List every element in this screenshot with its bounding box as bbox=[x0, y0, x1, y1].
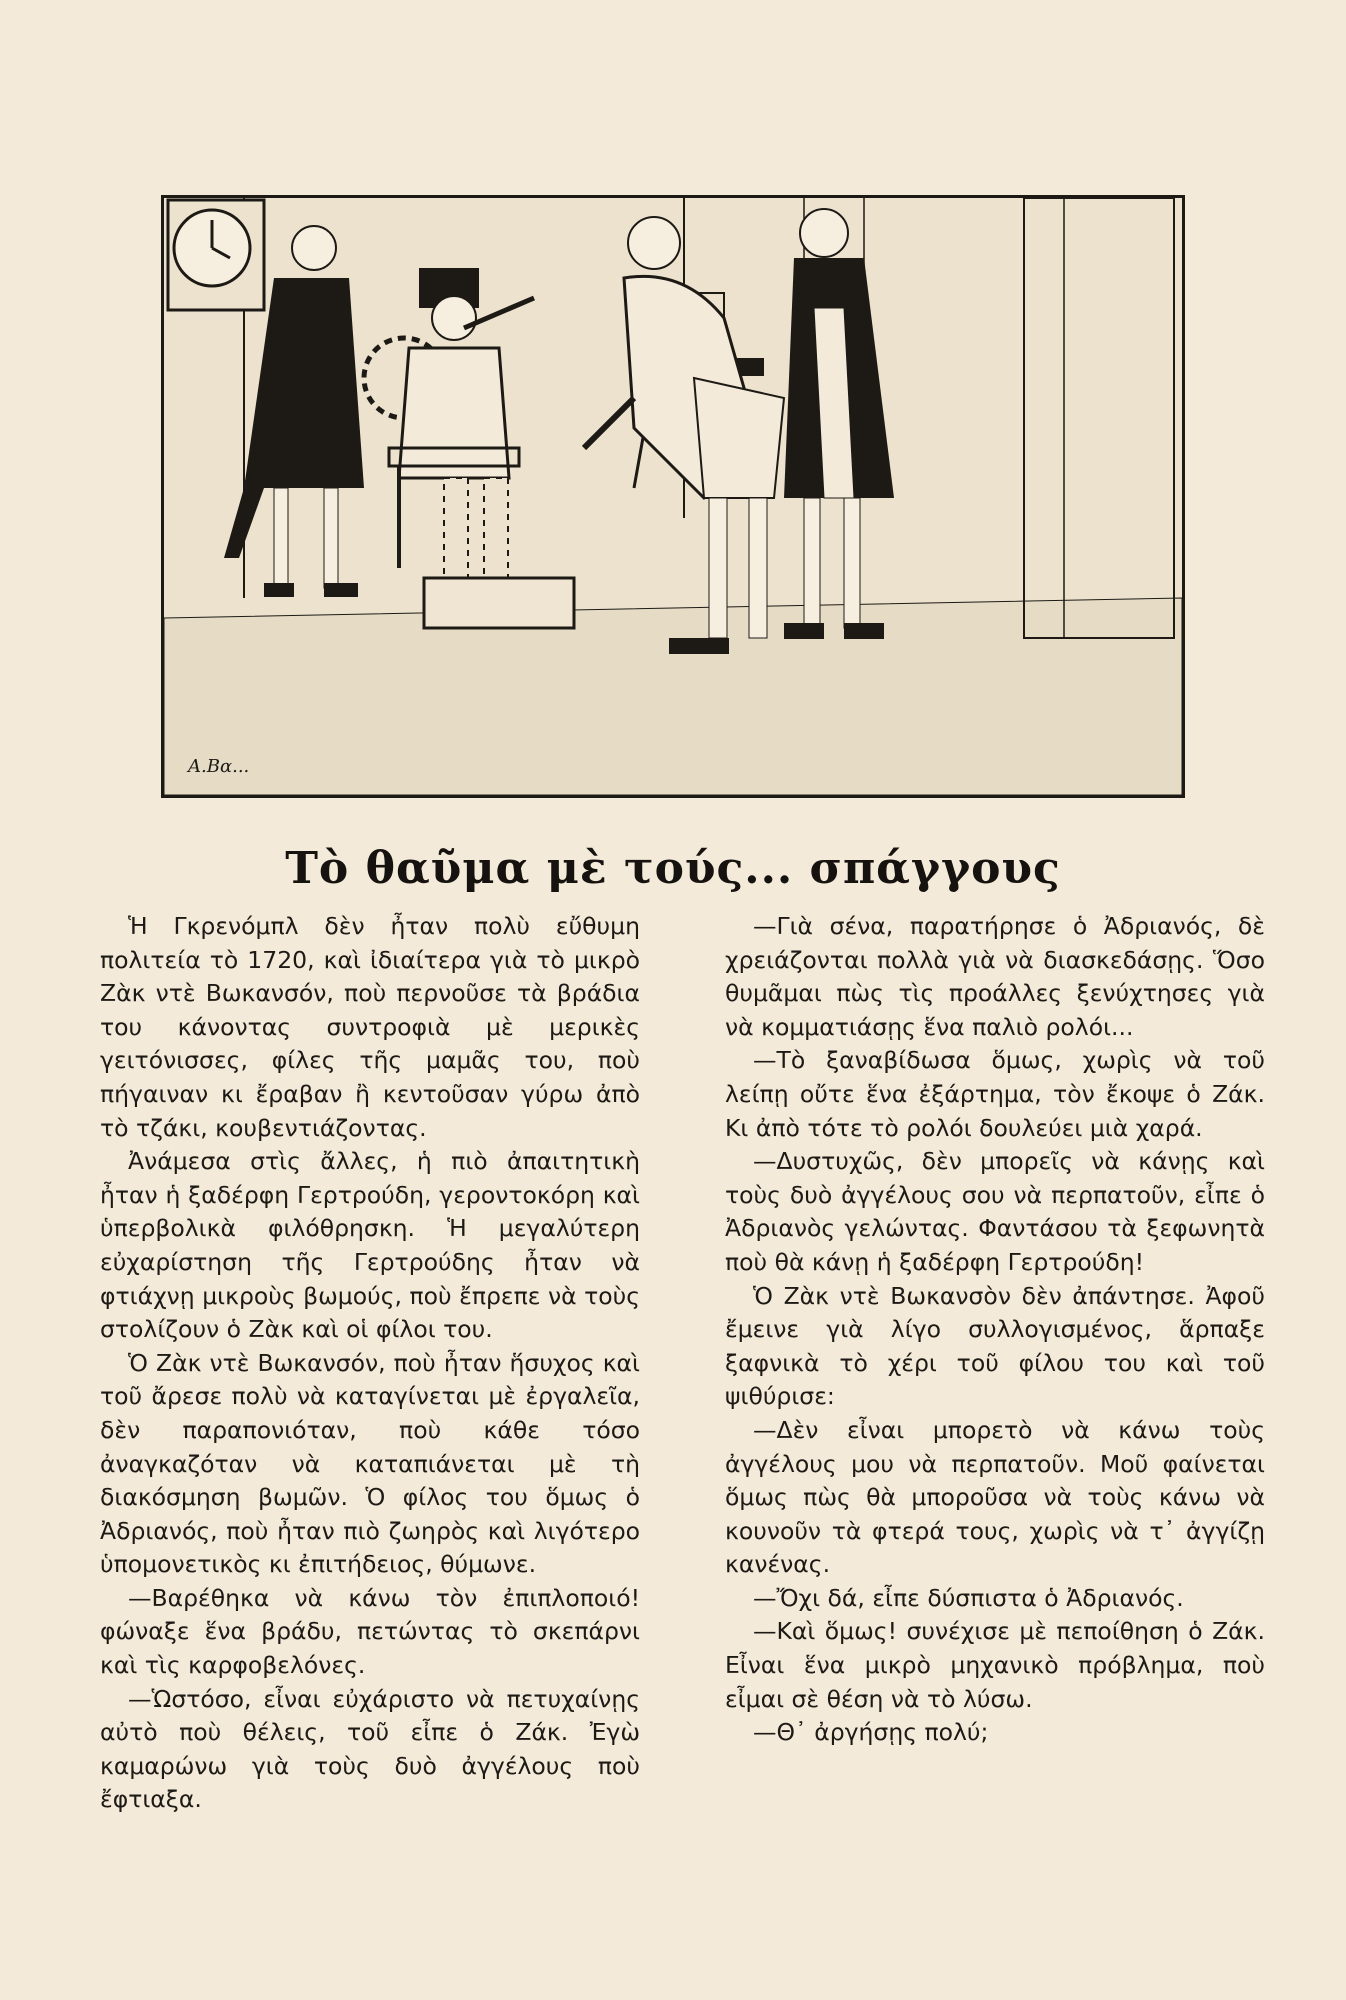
paragraph: —Τὸ ξαναβίδωσα ὅμως, χωρὶς νὰ τοῦ λείπῃ οὔτε ἕνα ἐξάρτημα, τὸν ἔκοψε ὁ Ζάκ. Κι ἀπὸ τότε τὸ ρολόι δουλεύει μιὰ χαρά. bbox=[725, 1046, 1265, 1142]
paragraph: Ἀνάμεσα στὶς ἄλλες, ἡ πιὸ ἀπαιτητικὴ ἦταν ἡ ξαδέρφη Γερτρούδη, γεροντοκόρη καὶ ὑπερβολικὰ φιλόθρησκη. Ἡ μεγαλύτερη εὐχαρίστηση τῆς Γερτρούδης ἦταν νὰ φτιάχνῃ μικροὺς βωμούς, ποὺ ἔπρεπε νὰ τοὺς στολίζουν ὁ Ζὰκ καὶ οἱ φίλοι του. bbox=[100, 1147, 640, 1344]
paragraph: Ὁ Ζὰκ ντὲ Βωκανσὸν δὲν ἀπάντησε. Ἀφοῦ ἔμεινε γιὰ λίγο συλλογισμένος, ἅρπαξε ξαφνικὰ τὸ χέρι τοῦ φίλου του καὶ τοῦ ψιθύρισε: bbox=[725, 1281, 1265, 1411]
paragraph: —Ὄχι δά, εἶπε δύσπιστα ὁ Ἀδριανός. bbox=[753, 1583, 1184, 1612]
illustration-drawing bbox=[164, 198, 1182, 795]
paragraph: —Ὡστόσο, εἶναι εὐχάριστο νὰ πετυχαίνῃς αὐτὸ ποὺ θέλεις, τοῦ εἶπε ὁ Ζάκ. Ἐγὼ καμαρώνω γιὰ τοὺς δυὸ ἀγγέλους ποὺ ἔφτιαξα. bbox=[100, 1684, 640, 1814]
paragraph: —Καὶ ὅμως! συνέχισε μὲ πεποίθηση ὁ Ζάκ. Εἶναι ἕνα μικρὸ μηχανικὸ πρόβλημα, ποὺ εἶμαι σὲ θέση νὰ τὸ λύσω. bbox=[725, 1617, 1265, 1713]
wall-clock-icon bbox=[168, 200, 264, 310]
text-column-left bbox=[100, 910, 640, 1910]
paragraph: —Δὲν εἶναι μπορετὸ νὰ κάνω τοὺς ἀγγέλους μου νὰ περπατοῦν. Μοῦ φαίνεται ὅμως πὼς θὰ μποροῦσα νὰ τοὺς κάνω νὰ κουνοῦν τὰ φτερά τους, χωρὶς νὰ τ᾿ ἀγγίζῃ κανένας. bbox=[725, 1415, 1265, 1579]
paragraph: —Βαρέθηκα νὰ κάνω τὸν ἐπιπλοποιό! φώναξε ἕνα βράδυ, πετώντας τὸ σκεπάρνι καὶ τὶς καρφοβελόνες. bbox=[100, 1583, 640, 1680]
paragraph: —Γιὰ σένα, παρατήρησε ὁ Ἀδριανός, δὲ χρειάζονται πολλὰ γιὰ νὰ διασκεδάσῃς. Ὅσο θυμᾶμαι πὼς τὶς προάλλες ξενύχτησες γιὰ νὰ κομματιάσῃς ἕνα παλιὸ ρολόι... bbox=[725, 912, 1265, 1041]
paragraph: Ὁ Ζὰκ ντὲ Βωκανσόν, ποὺ ἦταν ἥσυχος καὶ τοῦ ἄρεσε πολὺ νὰ καταγίνεται μὲ ἐργαλεῖα, δὲν παραπονιόταν, ποὺ κάθε τόσο ἀναγκαζόταν νὰ καταπιάνεται μὲ τὴ διακόσμηση βωμῶν. Ὁ φίλος του ὅμως ὁ Ἀδριανός, ποὺ ἦταν πιὸ ζωηρὸς καὶ λιγότερο ὑπομονετικὸς κι ἐπιτήδειος, θύμωνε. bbox=[100, 1348, 640, 1579]
paragraph: —Δυστυχῶς, δὲν μπορεῖς νὰ κάνῃς καὶ τοὺς δυὸ ἀγγέλους σου νὰ περπατοῦν, εἶπε ὁ Ἀδριανὸς γελώντας. Φαντάσου τὰ ξεφωνητὰ ποὺ θὰ κάνῃ ἡ ξαδέρφη Γερτρούδη! bbox=[725, 1147, 1265, 1276]
text-column-right bbox=[725, 910, 1265, 1910]
paragraph: Ἡ Γκρενόμπλ δὲν ἦταν πολὺ εὔθυμη πολιτεία τὸ 1720, καὶ ἰδιαίτερα γιὰ τὸ μικρὸ Ζὰκ ντὲ Βωκανσόν, ποὺ περνοῦσε τὰ βράδια του κάνοντας συντροφιὰ μὲ μερικὲς γειτόνισσες, φίλες τῆς μαμᾶς του, ποὺ πήγαιναν κι ἔραβαν ἢ κεντοῦσαν γύρω ἀπὸ τὸ τζάκι, κουβεντιάζοντας. bbox=[100, 912, 640, 1142]
article-title: Τὸ θαῦμα μὲ τούς... σπάγγους bbox=[285, 843, 1061, 894]
paragraph: —Θ᾿ ἀργήσῃς πολύ; bbox=[753, 1718, 989, 1747]
artist-signature: Α.Βα... bbox=[188, 756, 250, 777]
story-illustration bbox=[161, 195, 1185, 798]
